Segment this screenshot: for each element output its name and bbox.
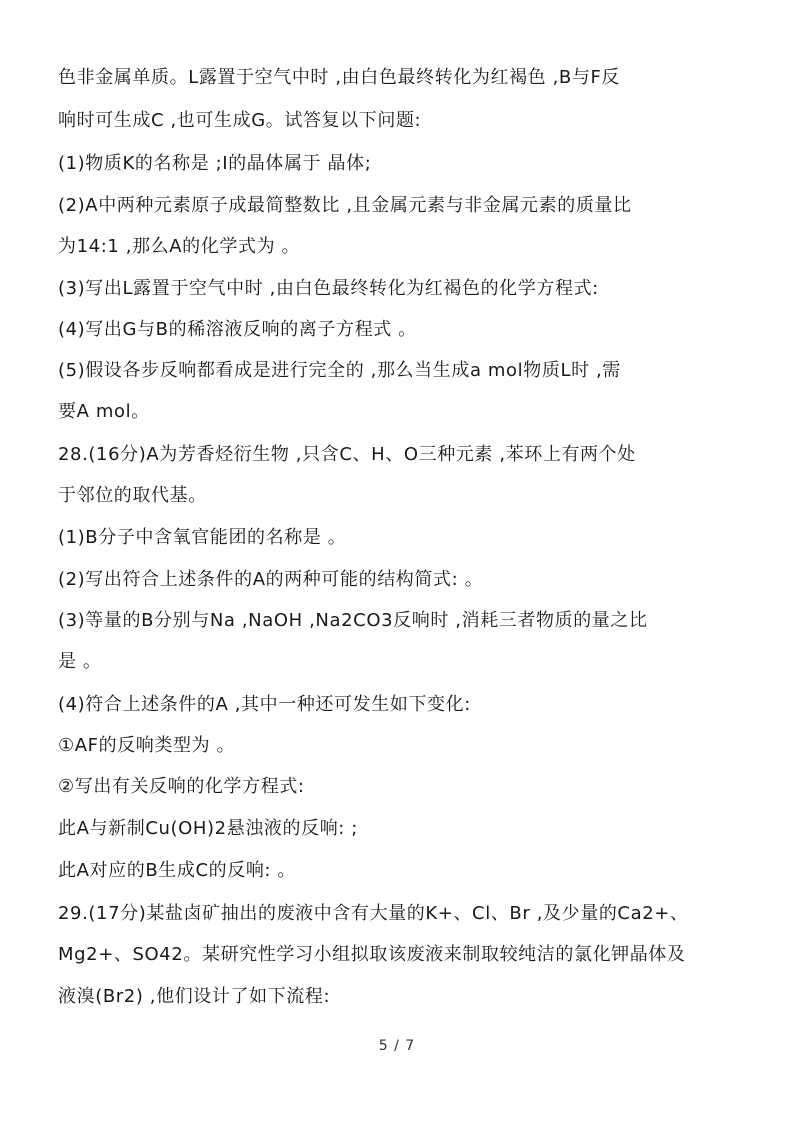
text-line: 29.(17分)某盐卤矿抽出的废液中含有大量的K+、Cl、Br ,及少量的Ca2+、 xyxy=(58,903,689,924)
text-line: (4)符合上述条件的A ,其中一种还可发生如下变化: xyxy=(58,694,471,715)
text-line: (2)A中两种元素原子成最简整数比 ,且金属元素与非金属元素的质量比 xyxy=(58,195,632,216)
text-line: 色非金属单质。L露置于空气中时 ,由白色最终转化为红褐色 ,B与F反 xyxy=(58,67,621,88)
text-line: 液溴(Br2) ,他们设计了如下流程: xyxy=(58,986,331,1007)
text-line: 此A对应的B生成C的反响: 。 xyxy=(58,860,297,881)
text-line: (2)写出符合上述条件的A的两种可能的结构简式: 。 xyxy=(58,569,484,590)
text-line: Mg2+、SO42。某研究性学习小组拟取该废液来制取较纯洁的氯化钾晶体及 xyxy=(58,944,686,965)
text-line: 于邻位的取代基。 xyxy=(58,485,207,506)
text-line: 要A mol。 xyxy=(58,401,150,422)
text-line: 此A与新制Cu(OH)2悬浊液的反响: ; xyxy=(58,818,358,839)
text-line: 是 。 xyxy=(58,651,102,672)
text-line: ①AF的反响类型为 。 xyxy=(58,735,236,756)
text-line: (3)等量的B分别与Na ,NaOH ,Na2CO3反响时 ,消耗三者物质的量之比 xyxy=(58,610,648,631)
text-line: (4)写出G与B的稀溶液反响的离子方程式 。 xyxy=(58,319,417,340)
text-line: 28.(16分)A为芳香烃衍生物 ,只含C、H、O三种元素 ,苯环上有两个处 xyxy=(58,444,636,465)
text-line: ②写出有关反响的化学方程式: xyxy=(58,776,305,797)
page-number: 5 / 7 xyxy=(378,1038,416,1054)
text-line: (5)假设各步反响都看成是进行完全的 ,那么当生成a mol物质L时 ,需 xyxy=(58,360,621,381)
text-line: (3)写出L露置于空气中时 ,由白色最终转化为红褐色的化学方程式: xyxy=(58,278,599,299)
text-line: 为14:1 ,那么A的化学式为 。 xyxy=(58,236,301,257)
text-line: 响时可生成C ,也可生成G。试答复以下问题: xyxy=(58,110,422,131)
text-line: (1)物质K的名称是 ;I的晶体属于 晶体; xyxy=(58,153,372,174)
text-line: (1)B分子中含氧官能团的名称是 。 xyxy=(58,527,347,548)
